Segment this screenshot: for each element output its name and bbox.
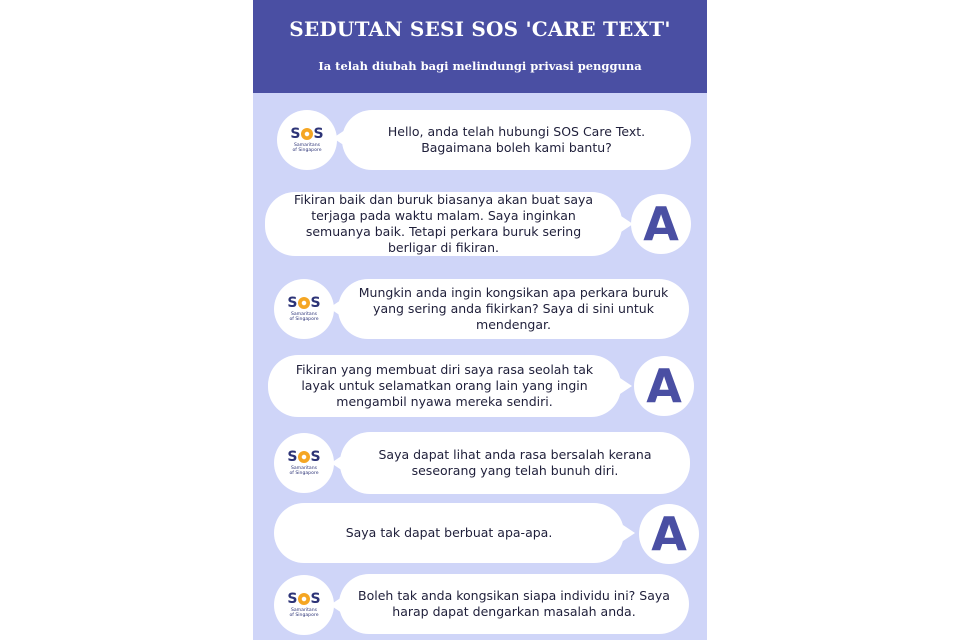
logo-letter-s: S — [313, 125, 324, 142]
logo-letter-s: S — [310, 294, 321, 311]
bubble-tail — [623, 525, 635, 541]
sos-avatar — [277, 110, 337, 170]
sos-message-bubble — [342, 110, 691, 170]
message-text: Fikiran baik dan buruk biasanya akan buat saya terjaga pada waktu malam. Saya inginkan semuanya baik. Tetapi perkara buruk sering berligar di fikiran. — [293, 192, 594, 255]
message-text: Hello, anda telah hubungi SOS Care Text. Bagaimana boleh kami bantu? — [387, 124, 646, 155]
header-banner — [253, 0, 707, 93]
page-title: SEDUTAN SESI SOS 'CARE TEXT' — [289, 17, 671, 41]
sos-message-bubble — [340, 432, 690, 494]
sun-icon — [298, 593, 310, 605]
user-avatar — [634, 356, 694, 416]
sos-avatar — [274, 279, 334, 339]
logo-name-line2: of Singapore — [289, 471, 319, 476]
logo-letter-s: S — [287, 590, 298, 607]
user-avatar-letter: A — [643, 197, 679, 251]
logo-name-line1: Samaritans — [290, 465, 318, 471]
message-text: Mungkin anda ingin kongsikan apa perkara buruk yang sering anda fikirkan? Saya di sini untuk mendengar. — [358, 285, 669, 332]
sun-icon — [298, 451, 310, 463]
sos-message-bubble — [338, 279, 689, 339]
logo-name-line2: of Singapore — [292, 148, 322, 153]
user-message-bubble — [268, 355, 621, 417]
logo-letter-s: S — [287, 448, 298, 465]
page-subtitle: Ia telah diubah bagi melindungi privasi pengguna — [318, 59, 642, 73]
sos-logo — [290, 127, 323, 154]
message-text: Boleh tak anda kongsikan siapa individu ini? Saya harap dapat dengarkan masalah anda. — [358, 588, 670, 619]
logo-name-line2: of Singapore — [289, 317, 319, 322]
sos-avatar — [274, 433, 334, 493]
sos-logo — [287, 296, 320, 323]
logo-name-line1: Samaritans — [290, 607, 318, 613]
user-avatar-letter: A — [651, 507, 687, 561]
sos-message-bubble — [339, 574, 689, 634]
user-avatar-letter: A — [646, 359, 682, 413]
logo-letter-s: S — [310, 448, 321, 465]
logo-name-line1: Samaritans — [293, 142, 321, 148]
sun-icon — [301, 128, 313, 140]
sun-icon — [298, 297, 310, 309]
chat-excerpt-panel — [253, 0, 707, 640]
logo-letter-s: S — [310, 590, 321, 607]
bubble-tail — [620, 378, 632, 394]
message-text: Saya dapat lihat anda rasa bersalah kerana seseorang yang telah bunuh diri. — [378, 447, 652, 478]
sos-logo — [287, 450, 320, 477]
logo-name-line2: of Singapore — [289, 613, 319, 618]
logo-letter-s: S — [287, 294, 298, 311]
sos-logo — [287, 592, 320, 619]
sos-avatar — [274, 575, 334, 635]
user-message-bubble — [265, 192, 622, 256]
user-avatar — [631, 194, 691, 254]
logo-letter-s: S — [290, 125, 301, 142]
logo-name-line1: Samaritans — [290, 311, 318, 317]
user-avatar — [639, 504, 699, 564]
message-text: Saya tak dapat berbuat apa-apa. — [345, 525, 553, 540]
message-text: Fikiran yang membuat diri saya rasa seolah tak layak untuk selamatkan orang lain yang ingin mengambil nyawa mereka sendiri. — [295, 362, 594, 409]
user-message-bubble — [274, 503, 624, 563]
